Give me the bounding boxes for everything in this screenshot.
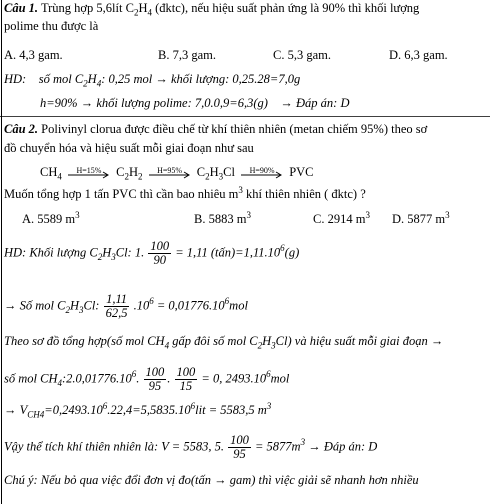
sol-line1: HD: Khối lượng $C_2H_3Cl$: 1. $\frac{100}{90}$ = 1,11 $(tấn)=1,11.10^6(g)$ [4, 239, 300, 267]
q2-scheme: $CH_4$ H=15% $C_2H_2$ H=95% $C_2H_3Cl$ H=90% PVC [40, 165, 314, 182]
q1-option-d: D. 6,3 gam. [389, 48, 448, 62]
q2-line1: Câu 2. Polivinyl clorua được điều chế từ khí thiên nhiên (metan chiếm 95%) theo sơ [4, 122, 428, 136]
q1-line1: Câu 1. Trùng hợp 5,6lít $C_2H_4$ (đktc), nếu hiệu suất phản ứng là 90% thì khối lượng [4, 1, 420, 18]
sol-line2: → Số mol $C_2H_3Cl$: $\frac{1,11}{62,5}$ $.10^6 = 0,01776.10^6mol$ [4, 292, 248, 320]
sol-line3: Theo sơ đồ tổng hợp(số mol $CH_4$ gấp đôi số mol $C_2H_3Cl$) và hiệu suất mỗi giai đoạn → [4, 334, 444, 351]
q2-label: Câu 2. [4, 122, 39, 136]
q1-label: Câu 1. [4, 1, 39, 15]
q1-option-c: C. 5,3 gam. [273, 48, 331, 62]
separator [0, 116, 490, 117]
sol-line5: → $V_{CH4}=0,2493.10^6.22,4=5,5835.10^6lit = 5583,5$ $m^3$ [4, 400, 272, 420]
q1-line2: polime thu được là [4, 19, 99, 33]
arrow-icon: H=95% [149, 167, 191, 179]
q2-option-d: D. 5877 $m^3$ [392, 209, 450, 226]
q1-option-a: A. 4,3 gam. [4, 48, 63, 62]
q1-hd-line2: h=90% → khối lượng polime: 7,0.0,9=6,3(g) → Đáp án: D [40, 96, 350, 110]
q1-hd-line1: HD: số mol $C_2H_4$: 0,25 mol → khối lượng: 0,25.28=7,0g [4, 72, 301, 89]
q2-option-a: A. 5589 $m^3$ [22, 209, 80, 226]
q2-option-c: C. 2914 $m^3$ [313, 209, 370, 226]
sol-line6: Vậy thể tích khí thiên nhiên là: V = 5583, 5. $\frac{100}{95}$ = $5877m^3$ → Đáp án: D [4, 433, 378, 461]
arrow-icon: H=90% [241, 167, 283, 179]
q2-line3: Muốn tổng hợp 1 tấn PVC thì cần bao nhiêu $m^3$ khí thiên nhiên ( đktc) ? [4, 184, 366, 201]
q2-option-b: B. 5883 $m^3$ [194, 209, 251, 226]
arrow-icon: H=15% [68, 167, 110, 179]
q2-line2: đồ chuyển hóa và hiệu suất mỗi giai đoạn như sau [4, 141, 254, 155]
left-border [1, 0, 2, 504]
sol-note: Chú ý: Nếu bỏ qua việc đổi đơn vị đo(tấn → gam) thì việc giải sẽ nhanh hơn nhiều [4, 473, 419, 487]
sol-line4: số mol $CH_4:2.0,01776.10^6$. $\frac{100}{95}$ . $\frac{100}{15}$ = 0, 2493.10$^6$mol [4, 365, 290, 393]
q1-option-b: B. 7,3 gam. [158, 48, 216, 62]
